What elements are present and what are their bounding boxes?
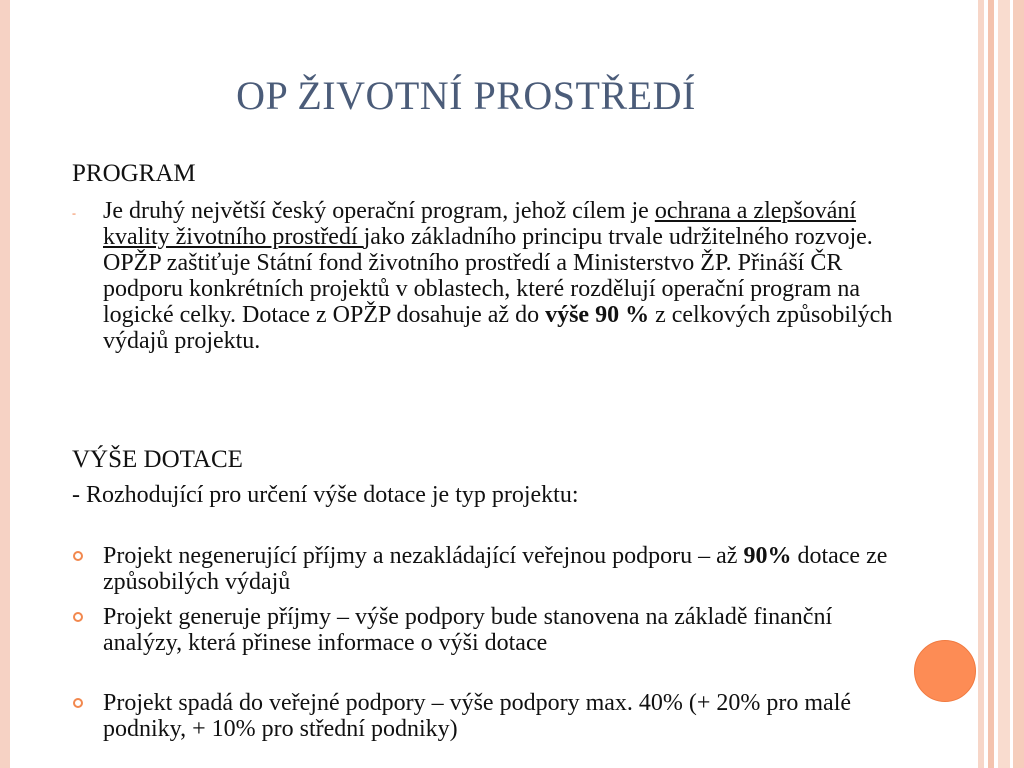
list-item-text-part: Projekt generuje příjmy – výše podpory bude stanovena na základě finanční analýzy, která přinese informace o výši dotace	[103, 604, 833, 656]
right-border-stripe	[1013, 0, 1024, 768]
circle-bullet-icon	[73, 551, 83, 561]
orange-circle-decoration	[914, 640, 976, 702]
paragraph-text: Je druhý největší český operační program, jehož cílem je	[103, 198, 655, 224]
dotace-intro: - Rozhodující pro určení výše dotace je typ projektu:	[72, 482, 579, 508]
program-heading: PROGRAM	[72, 160, 196, 187]
underlined-phrase: ochrana a zlepšování kvality životního prostředí	[103, 198, 857, 250]
program-paragraph-text	[103, 198, 903, 354]
right-border-stripe	[998, 0, 1010, 768]
list-item-text-part: Projekt negenerující příjmy a nezakládající veřejnou podporu – až	[103, 543, 744, 569]
list-item-text	[103, 690, 903, 742]
dash-bullet-icon: -	[72, 206, 76, 220]
circle-bullet-icon	[73, 698, 83, 708]
list-item-text-part: Projekt spadá do veřejné podpory – výše podpory max. 40% (+ 20% pro malé podniky, + 10% pro střední podniky)	[103, 690, 852, 742]
bold-phrase: výše 90 %	[545, 302, 650, 328]
circle-bullet-icon	[73, 612, 83, 622]
bold-phrase: 90%	[743, 543, 792, 569]
right-border-stripe	[978, 0, 984, 768]
slide-title: OP ŽIVOTNÍ PROSTŘEDÍ	[236, 73, 696, 118]
list-item-text	[103, 543, 903, 595]
list-item-text-part: dotace ze způsobilých výdajů	[103, 543, 888, 595]
dotace-heading: VÝŠE DOTACE	[72, 446, 243, 473]
paragraph-text: z celkových způsobilých výdajů projektu.	[103, 302, 893, 354]
paragraph-text: jako základního principu trvale udržitelného rozvoje. OPŽP zaštiťuje Státní fond životního prostředí a Ministerstvo ŽP. Přináší ČR podporu konkrétních projektů v oblastech, které rozdělují operační program na logické celky. Dotace z OPŽP dosahuje až do	[103, 224, 873, 328]
right-border-stripe	[988, 0, 994, 768]
list-item-text	[103, 604, 903, 656]
